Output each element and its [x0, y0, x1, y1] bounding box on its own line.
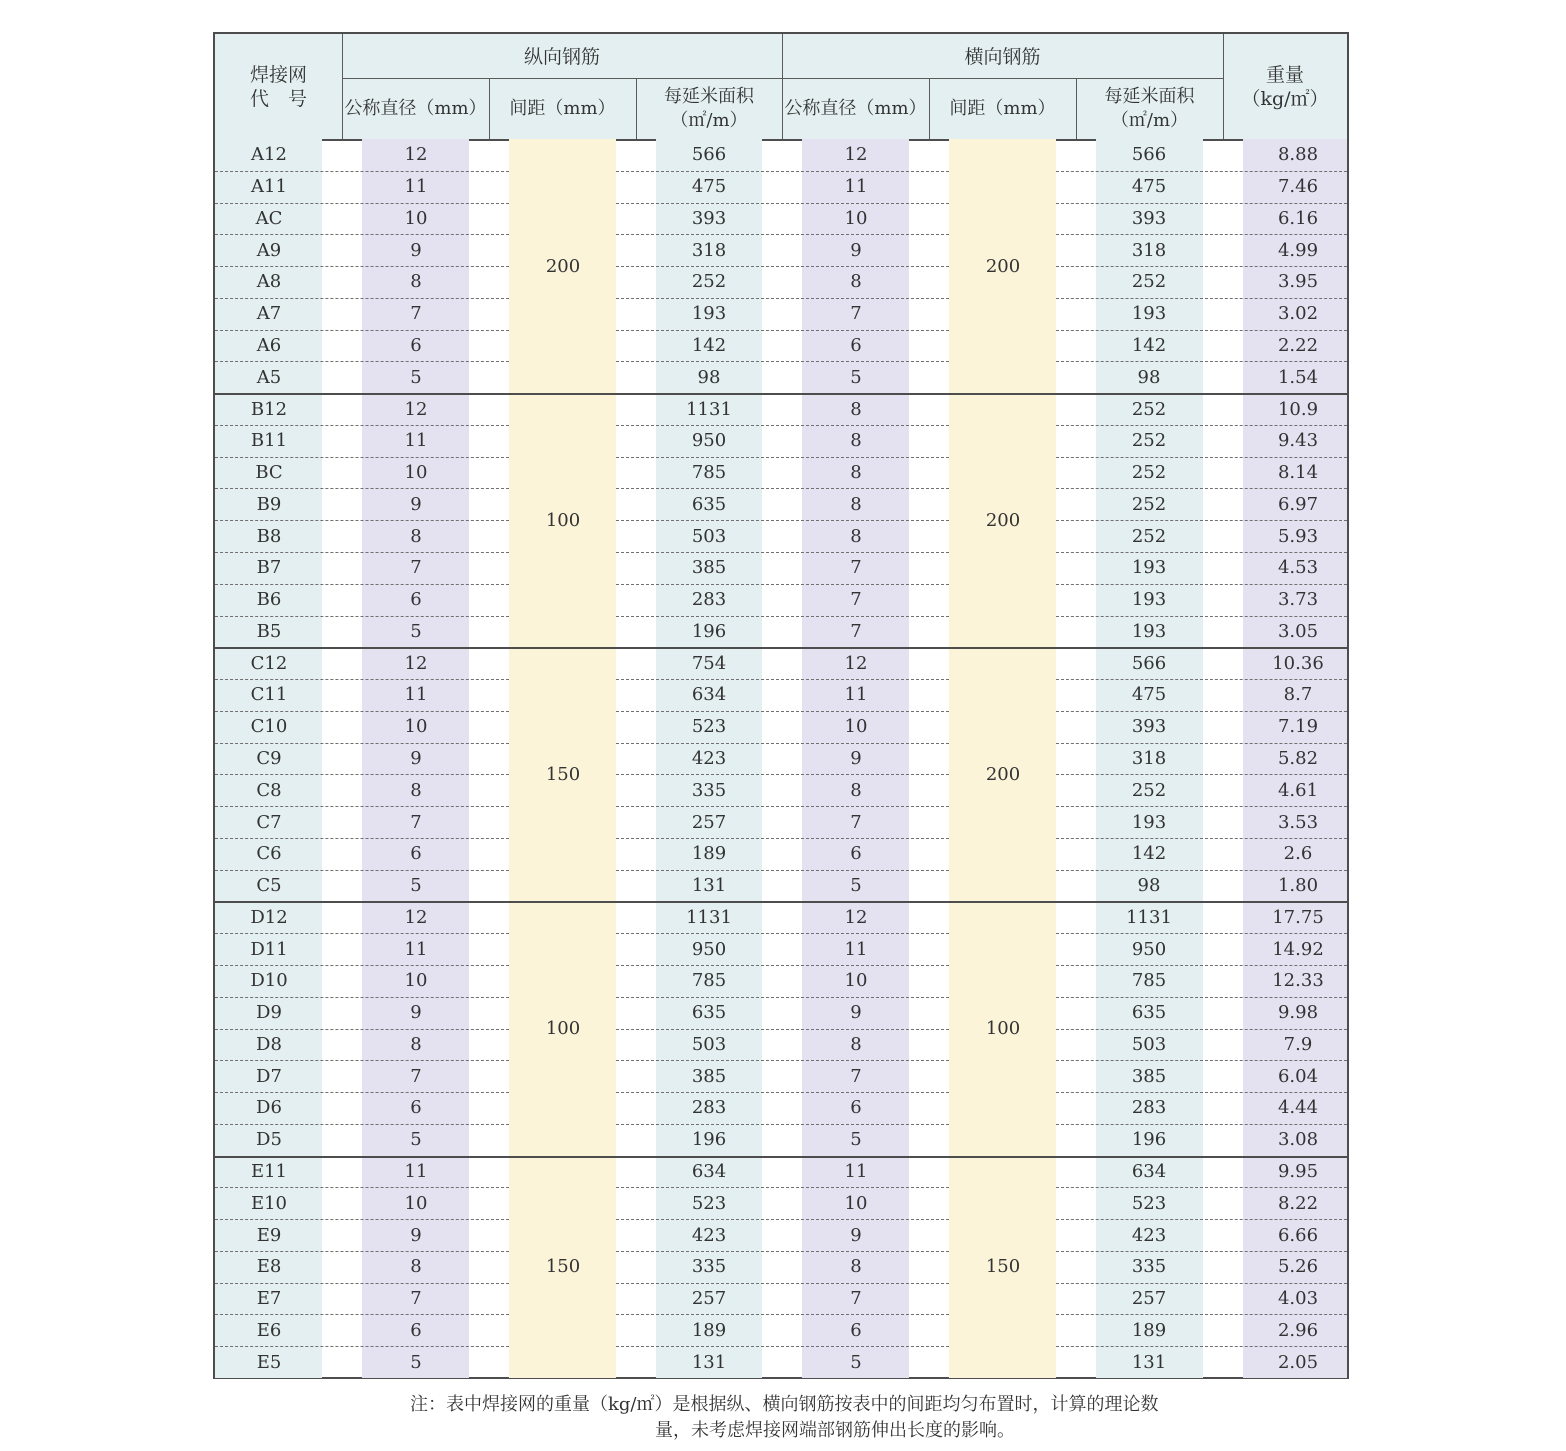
cell-code: C12 — [250, 652, 288, 674]
cell-code: D11 — [250, 938, 288, 960]
cell-trans-area: 252 — [1131, 271, 1167, 293]
cell-trans-diameter: 9 — [850, 748, 862, 769]
cell-long-diameter: 7 — [410, 1288, 422, 1310]
cell-trans-spacing: 200 — [985, 255, 1021, 277]
cell-trans-area: 189 — [1131, 1319, 1167, 1341]
cell-long-spacing: 200 — [545, 255, 581, 277]
cell-trans-area: 196 — [1131, 1129, 1167, 1151]
cell-trans-area: 393 — [1131, 207, 1167, 229]
cell-trans-area: 252 — [1131, 462, 1167, 484]
cell-code: E6 — [256, 1319, 282, 1341]
cell-trans-spacing: 100 — [985, 1018, 1021, 1040]
cell-trans-diameter: 5 — [850, 875, 862, 897]
cell-code: AC — [255, 207, 283, 229]
cell-trans-diameter: 12 — [844, 906, 868, 928]
cell-trans-area: 252 — [1131, 493, 1167, 515]
cell-trans-spacing: 150 — [985, 1256, 1021, 1278]
cell-trans-area: 142 — [1131, 334, 1167, 356]
cell-weight: 3.08 — [1277, 1129, 1319, 1151]
cell-code: C6 — [256, 843, 282, 865]
cell-long-area: 634 — [691, 684, 727, 706]
cell-weight: 9.98 — [1277, 1002, 1319, 1024]
header-longitudinal: 纵向钢筋 — [523, 45, 600, 68]
cell-trans-area: 566 — [1131, 652, 1167, 674]
cell-code: E10 — [250, 1192, 288, 1214]
cell-weight: 3.95 — [1277, 271, 1319, 293]
cell-long-area: 189 — [691, 843, 727, 865]
cell-trans-area: 252 — [1131, 525, 1167, 547]
cell-trans-area: 635 — [1131, 1002, 1167, 1024]
cell-trans-diameter: 12 — [844, 652, 868, 674]
cell-trans-diameter: 8 — [850, 1256, 862, 1278]
cell-long-spacing: 150 — [545, 763, 581, 785]
cell-trans-area: 335 — [1131, 1256, 1167, 1278]
cell-long-diameter: 8 — [410, 1033, 422, 1055]
table-header — [215, 34, 1347, 141]
cell-code: D9 — [256, 1002, 282, 1024]
cell-trans-diameter: 6 — [850, 334, 862, 356]
cell-long-diameter: 11 — [404, 938, 428, 960]
cell-trans-diameter: 9 — [850, 1002, 862, 1024]
cell-long-area: 950 — [691, 430, 727, 452]
cell-trans-area: 566 — [1131, 144, 1167, 166]
cell-long-spacing: 100 — [545, 1018, 581, 1040]
cell-long-area: 193 — [691, 303, 727, 325]
cell-trans-diameter: 10 — [844, 716, 868, 738]
header-weight: 重量 （kg/㎡） — [1241, 63, 1329, 110]
header-trans-area: 每延米面积 （㎡/m） — [1104, 86, 1195, 131]
cell-long-diameter: 12 — [404, 652, 428, 674]
cell-trans-diameter: 7 — [850, 620, 862, 642]
cell-long-area: 385 — [691, 557, 727, 579]
cell-trans-diameter: 6 — [850, 843, 862, 865]
cell-weight: 5.82 — [1277, 748, 1319, 769]
cell-weight: 12.33 — [1272, 970, 1324, 992]
cell-code: A6 — [256, 334, 282, 356]
cell-trans-area: 475 — [1131, 684, 1167, 706]
header-long-area: 每延米面积 （㎡/m） — [664, 86, 754, 131]
cell-weight: 2.22 — [1277, 334, 1319, 356]
cell-long-diameter: 10 — [404, 716, 428, 738]
cell-code: E11 — [250, 1161, 288, 1182]
cell-long-area: 98 — [697, 366, 721, 388]
cell-code: E9 — [256, 1224, 282, 1246]
cell-trans-area: 193 — [1131, 811, 1167, 833]
header-divider — [342, 34, 343, 139]
cell-trans-diameter: 11 — [844, 1161, 868, 1182]
cell-trans-area: 385 — [1131, 1065, 1167, 1087]
cell-weight: 8.22 — [1277, 1192, 1319, 1214]
cell-long-diameter: 8 — [410, 525, 422, 547]
cell-trans-area: 503 — [1131, 1033, 1167, 1055]
header-divider — [489, 79, 490, 139]
cell-code: B7 — [256, 557, 282, 579]
cell-long-area: 335 — [691, 779, 727, 801]
cell-long-diameter: 9 — [410, 1002, 422, 1024]
cell-long-diameter: 5 — [410, 620, 422, 642]
cell-weight: 5.26 — [1277, 1256, 1319, 1278]
cell-long-diameter: 6 — [410, 1097, 422, 1119]
cell-trans-area: 193 — [1131, 303, 1167, 325]
cell-trans-diameter: 6 — [850, 1319, 862, 1341]
cell-weight: 17.75 — [1272, 906, 1324, 928]
cell-long-area: 475 — [691, 176, 727, 198]
cell-weight: 7.9 — [1283, 1033, 1313, 1055]
cell-weight: 8.88 — [1277, 144, 1319, 166]
cell-long-diameter: 9 — [410, 748, 422, 769]
cell-weight: 6.97 — [1277, 493, 1319, 515]
cell-code: B11 — [250, 430, 288, 452]
cell-weight: 4.03 — [1277, 1288, 1319, 1310]
cell-long-area: 754 — [691, 652, 727, 674]
cell-code: D7 — [256, 1065, 282, 1087]
cell-trans-area: 257 — [1131, 1288, 1167, 1310]
cell-trans-diameter: 8 — [850, 430, 862, 452]
header-trans-diameter: 公称直径（mm） — [784, 98, 927, 119]
cell-trans-diameter: 9 — [850, 239, 862, 261]
cell-long-diameter: 10 — [404, 207, 428, 229]
cell-code: E8 — [256, 1256, 282, 1278]
cell-long-diameter: 10 — [404, 462, 428, 484]
cell-weight: 3.73 — [1277, 589, 1319, 611]
cell-trans-area: 193 — [1131, 589, 1167, 611]
cell-trans-spacing: 200 — [985, 763, 1021, 785]
cell-weight: 4.99 — [1277, 239, 1319, 261]
header-trans-spacing: 间距（mm） — [949, 98, 1056, 119]
cell-code: A11 — [251, 176, 287, 198]
cell-trans-area: 98 — [1137, 366, 1161, 388]
cell-code: A12 — [251, 144, 287, 166]
cell-long-area: 131 — [691, 875, 727, 897]
cell-code: BC — [255, 462, 283, 484]
cell-long-diameter: 12 — [404, 144, 428, 166]
header-transverse: 横向钢筋 — [964, 45, 1041, 68]
cell-trans-area: 523 — [1131, 1192, 1167, 1214]
cell-trans-diameter: 8 — [850, 525, 862, 547]
cell-long-area: 523 — [691, 1192, 727, 1214]
cell-trans-area: 785 — [1131, 970, 1167, 992]
cell-code: B8 — [256, 525, 282, 547]
cell-long-diameter: 5 — [410, 366, 422, 388]
cell-long-area: 423 — [691, 748, 727, 769]
header-divider — [342, 78, 1223, 79]
cell-weight: 2.6 — [1283, 843, 1313, 865]
header-divider — [929, 79, 930, 139]
cell-code: A5 — [256, 366, 282, 388]
cell-long-area: 189 — [691, 1319, 727, 1341]
cell-trans-diameter: 7 — [850, 303, 862, 325]
cell-trans-diameter: 8 — [850, 271, 862, 293]
cell-weight: 14.92 — [1272, 938, 1324, 960]
cell-long-diameter: 8 — [410, 271, 422, 293]
cell-weight: 7.19 — [1277, 716, 1319, 738]
cell-long-diameter: 7 — [410, 557, 422, 579]
cell-weight: 3.02 — [1277, 303, 1319, 325]
cell-weight: 1.54 — [1277, 366, 1319, 388]
cell-long-diameter: 11 — [404, 684, 428, 706]
cell-trans-diameter: 8 — [850, 462, 862, 484]
cell-weight: 2.96 — [1277, 1319, 1319, 1341]
cell-long-diameter: 6 — [410, 1319, 422, 1341]
cell-trans-area: 142 — [1131, 843, 1167, 865]
cell-trans-area: 393 — [1131, 716, 1167, 738]
cell-code: C9 — [256, 748, 282, 769]
cell-long-diameter: 5 — [410, 875, 422, 897]
note-line-2: 量，未考虑焊接网端部钢筋伸出长度的影响。 — [655, 1420, 1015, 1441]
cell-trans-area: 252 — [1131, 430, 1167, 452]
cell-trans-diameter: 11 — [844, 176, 868, 198]
cell-long-area: 283 — [691, 589, 727, 611]
cell-long-area: 196 — [691, 1129, 727, 1151]
cell-code: C8 — [256, 779, 282, 801]
cell-long-area: 634 — [691, 1161, 727, 1182]
cell-long-area: 335 — [691, 1256, 727, 1278]
cell-long-area: 423 — [691, 1224, 727, 1246]
table-note — [410, 1392, 1260, 1444]
cell-trans-diameter: 7 — [850, 589, 862, 611]
cell-weight: 9.43 — [1277, 430, 1319, 452]
cell-long-area: 635 — [691, 1002, 727, 1024]
cell-trans-diameter: 5 — [850, 366, 862, 388]
cell-trans-diameter: 7 — [850, 1065, 862, 1087]
cell-code: A9 — [256, 239, 282, 261]
cell-trans-diameter: 10 — [844, 207, 868, 229]
cell-long-area: 318 — [691, 239, 727, 261]
cell-trans-area: 423 — [1131, 1224, 1167, 1246]
cell-trans-diameter: 8 — [850, 398, 862, 420]
cell-trans-area: 634 — [1131, 1161, 1167, 1182]
cell-long-diameter: 7 — [410, 303, 422, 325]
cell-long-area: 385 — [691, 1065, 727, 1087]
cell-weight: 3.05 — [1277, 620, 1319, 642]
cell-long-area: 503 — [691, 1033, 727, 1055]
cell-long-diameter: 9 — [410, 1224, 422, 1246]
cell-trans-diameter: 8 — [850, 493, 862, 515]
cell-long-area: 142 — [691, 334, 727, 356]
cell-weight: 4.53 — [1277, 557, 1319, 579]
cell-long-area: 635 — [691, 493, 727, 515]
cell-long-area: 393 — [691, 207, 727, 229]
table-body — [215, 139, 1347, 1377]
cell-code: D8 — [256, 1033, 282, 1055]
cell-trans-diameter: 8 — [850, 1033, 862, 1055]
cell-code: C11 — [250, 684, 288, 706]
cell-trans-diameter: 5 — [850, 1351, 862, 1373]
cell-code: C10 — [250, 716, 288, 738]
header-divider — [782, 34, 783, 139]
cell-code: E5 — [256, 1351, 282, 1373]
cell-code: D6 — [256, 1097, 282, 1119]
cell-trans-area: 98 — [1137, 875, 1161, 897]
header-divider — [636, 79, 637, 139]
header-divider — [1076, 79, 1077, 139]
cell-long-diameter: 10 — [404, 970, 428, 992]
cell-code: B5 — [256, 620, 282, 642]
cell-weight: 2.05 — [1277, 1351, 1319, 1373]
cell-long-spacing: 100 — [545, 509, 581, 531]
cell-long-diameter: 11 — [404, 176, 428, 198]
cell-trans-area: 318 — [1131, 239, 1167, 261]
cell-trans-area: 193 — [1131, 557, 1167, 579]
cell-long-diameter: 12 — [404, 398, 428, 420]
header-long-diameter: 公称直径（mm） — [344, 98, 487, 119]
header-long-spacing: 间距（mm） — [509, 98, 616, 119]
note-line-1: 注：表中焊接网的重量（kg/㎡）是根据纵、横向钢筋按表中的间距均匀布置时，计算的理论数 — [410, 1394, 1159, 1415]
cell-code: B9 — [256, 493, 282, 515]
cell-trans-area: 252 — [1131, 398, 1167, 420]
cell-trans-area: 475 — [1131, 176, 1167, 198]
cell-trans-diameter: 12 — [844, 144, 868, 166]
cell-trans-diameter: 10 — [844, 1192, 868, 1214]
cell-long-area: 252 — [691, 271, 727, 293]
cell-long-area: 257 — [691, 811, 727, 833]
cell-weight: 6.04 — [1277, 1065, 1319, 1087]
cell-trans-diameter: 11 — [844, 938, 868, 960]
cell-trans-diameter: 9 — [850, 1224, 862, 1246]
steel-mesh-table — [213, 32, 1349, 1379]
cell-trans-area: 193 — [1131, 620, 1167, 642]
cell-trans-diameter: 11 — [844, 684, 868, 706]
cell-weight: 9.95 — [1277, 1161, 1319, 1182]
cell-code: A7 — [256, 303, 282, 325]
cell-long-area: 1131 — [686, 906, 732, 928]
cell-code: D5 — [256, 1129, 282, 1151]
cell-long-diameter: 11 — [404, 1161, 428, 1182]
cell-weight: 4.61 — [1277, 779, 1319, 801]
cell-weight: 6.66 — [1277, 1224, 1319, 1246]
cell-long-diameter: 6 — [410, 589, 422, 611]
cell-long-spacing: 150 — [545, 1256, 581, 1278]
cell-code: B6 — [256, 589, 282, 611]
cell-code: C7 — [256, 811, 282, 833]
cell-long-diameter: 7 — [410, 1065, 422, 1087]
cell-trans-diameter: 7 — [850, 557, 862, 579]
cell-long-area: 131 — [691, 1351, 727, 1373]
cell-long-diameter: 10 — [404, 1192, 428, 1214]
cell-code: D12 — [250, 906, 288, 928]
cell-long-area: 257 — [691, 1288, 727, 1310]
header-code: 焊接网 代 号 — [249, 63, 307, 110]
cell-long-area: 283 — [691, 1097, 727, 1119]
cell-trans-diameter: 5 — [850, 1129, 862, 1151]
cell-trans-area: 318 — [1131, 748, 1167, 769]
cell-long-area: 196 — [691, 620, 727, 642]
cell-trans-spacing: 200 — [985, 509, 1021, 531]
cell-code: E7 — [256, 1288, 282, 1310]
cell-code: A8 — [256, 271, 282, 293]
cell-long-area: 1131 — [686, 398, 732, 420]
cell-weight: 3.53 — [1277, 811, 1319, 833]
cell-trans-area: 950 — [1131, 938, 1167, 960]
cell-trans-diameter: 8 — [850, 779, 862, 801]
cell-weight: 10.36 — [1272, 652, 1324, 674]
cell-long-area: 566 — [691, 144, 727, 166]
cell-long-area: 785 — [691, 970, 727, 992]
cell-code: B12 — [250, 398, 288, 420]
cell-trans-area: 283 — [1131, 1097, 1167, 1119]
cell-trans-area: 131 — [1131, 1351, 1167, 1373]
cell-long-diameter: 9 — [410, 493, 422, 515]
cell-long-diameter: 6 — [410, 843, 422, 865]
cell-code: C5 — [256, 875, 282, 897]
cell-weight: 8.14 — [1277, 462, 1319, 484]
cell-trans-diameter: 7 — [850, 811, 862, 833]
cell-trans-area: 252 — [1131, 779, 1167, 801]
cell-long-diameter: 9 — [410, 239, 422, 261]
cell-weight: 10.9 — [1277, 398, 1319, 420]
cell-long-diameter: 8 — [410, 1256, 422, 1278]
cell-long-area: 523 — [691, 716, 727, 738]
header-divider — [1223, 34, 1224, 139]
cell-long-area: 950 — [691, 938, 727, 960]
cell-trans-diameter: 10 — [844, 970, 868, 992]
cell-trans-diameter: 6 — [850, 1097, 862, 1119]
cell-weight: 7.46 — [1277, 176, 1319, 198]
cell-weight: 4.44 — [1277, 1097, 1319, 1119]
cell-trans-diameter: 7 — [850, 1288, 862, 1310]
cell-weight: 1.80 — [1277, 875, 1319, 897]
cell-long-diameter: 5 — [410, 1129, 422, 1151]
cell-weight: 6.16 — [1277, 207, 1319, 229]
cell-code: D10 — [250, 970, 288, 992]
cell-weight: 5.93 — [1277, 525, 1319, 547]
cell-long-diameter: 7 — [410, 811, 422, 833]
cell-long-area: 785 — [691, 462, 727, 484]
cell-long-area: 503 — [691, 525, 727, 547]
cell-weight: 8.7 — [1283, 684, 1313, 706]
cell-long-diameter: 5 — [410, 1351, 422, 1373]
cell-long-diameter: 11 — [404, 430, 428, 452]
cell-long-diameter: 12 — [404, 906, 428, 928]
cell-trans-area: 1131 — [1126, 906, 1172, 928]
cell-long-diameter: 6 — [410, 334, 422, 356]
cell-long-diameter: 8 — [410, 779, 422, 801]
